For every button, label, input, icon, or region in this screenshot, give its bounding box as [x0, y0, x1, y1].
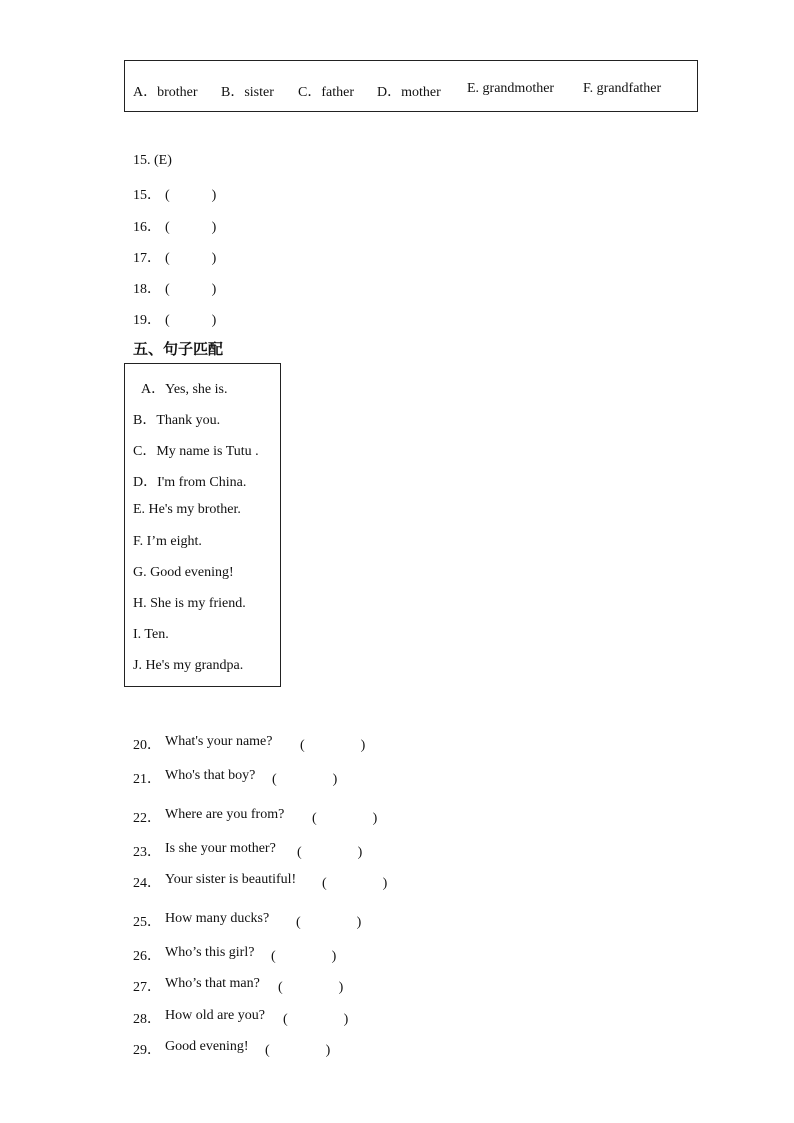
blank-item-number: 18．	[133, 282, 161, 297]
answer-options-box	[124, 363, 281, 687]
answer-option: B．Thank you.	[133, 413, 221, 428]
blank-item-number: 15．	[133, 188, 161, 203]
answer-blank[interactable]: ( )	[271, 949, 337, 964]
question-text: Who's that boy?	[165, 768, 256, 783]
question-text: How many ducks?	[165, 911, 270, 926]
word-options-box	[124, 60, 698, 112]
answer-option: D．I'm from China.	[133, 475, 247, 490]
question-text: Good evening!	[165, 1039, 249, 1054]
example-item: 15. (E)	[133, 153, 172, 168]
answer-blank[interactable]: ( )	[265, 1043, 331, 1058]
word-option-d: D．mother	[377, 85, 441, 100]
question-number: 24．	[133, 876, 161, 891]
answer-option: I. Ten.	[133, 627, 169, 642]
question-text: Who’s that man?	[165, 976, 260, 991]
answer-blank[interactable]: ( )	[278, 980, 344, 995]
question-number: 27．	[133, 980, 161, 995]
section-title: 五、句子匹配	[133, 340, 224, 358]
answer-blank[interactable]: ( )	[300, 738, 366, 753]
question-text: Where are you from?	[165, 807, 285, 822]
answer-blank[interactable]: ( )	[165, 313, 217, 328]
answer-option: E. He's my brother.	[133, 502, 241, 517]
answer-option: J. He's my grandpa.	[133, 658, 244, 673]
answer-blank[interactable]: ( )	[165, 220, 217, 235]
answer-blank[interactable]: ( )	[283, 1012, 349, 1027]
question-number: 25．	[133, 915, 161, 930]
answer-blank[interactable]: ( )	[165, 251, 217, 266]
word-option-f: F. grandfather	[583, 81, 662, 96]
question-text: How old are you?	[165, 1008, 265, 1023]
question-number: 26．	[133, 949, 161, 964]
blank-item-number: 16．	[133, 220, 161, 235]
answer-option: C．My name is Tutu .	[133, 444, 259, 459]
answer-blank[interactable]: ( )	[165, 282, 217, 297]
question-number: 23．	[133, 845, 161, 860]
answer-option: G. Good evening!	[133, 565, 234, 580]
blank-item-number: 19．	[133, 313, 161, 328]
answer-option: A．Yes, she is.	[141, 382, 228, 397]
word-option-e: E. grandmother	[467, 81, 555, 96]
answer-blank[interactable]: ( )	[297, 845, 363, 860]
question-text: Who’s this girl?	[165, 945, 255, 960]
word-option-b: B．sister	[221, 85, 274, 100]
answer-blank[interactable]: ( )	[272, 772, 338, 787]
question-text: What's your name?	[165, 734, 273, 749]
answer-option: H. She is my friend.	[133, 596, 246, 611]
question-text: Is she your mother?	[165, 841, 276, 856]
answer-blank[interactable]: ( )	[165, 188, 217, 203]
answer-blank[interactable]: ( )	[312, 811, 378, 826]
question-text: Your sister is beautiful!	[165, 872, 297, 887]
answer-option: F. I’m eight.	[133, 534, 202, 549]
answer-blank[interactable]: ( )	[322, 876, 388, 891]
question-number: 22．	[133, 811, 161, 826]
blank-item-number: 17．	[133, 251, 161, 266]
question-number: 20．	[133, 738, 161, 753]
word-option-a: A．brother	[133, 85, 198, 100]
question-number: 21．	[133, 772, 161, 787]
word-option-c: C．father	[298, 85, 354, 100]
answer-blank[interactable]: ( )	[296, 915, 362, 930]
question-number: 29．	[133, 1043, 161, 1058]
question-number: 28．	[133, 1012, 161, 1027]
